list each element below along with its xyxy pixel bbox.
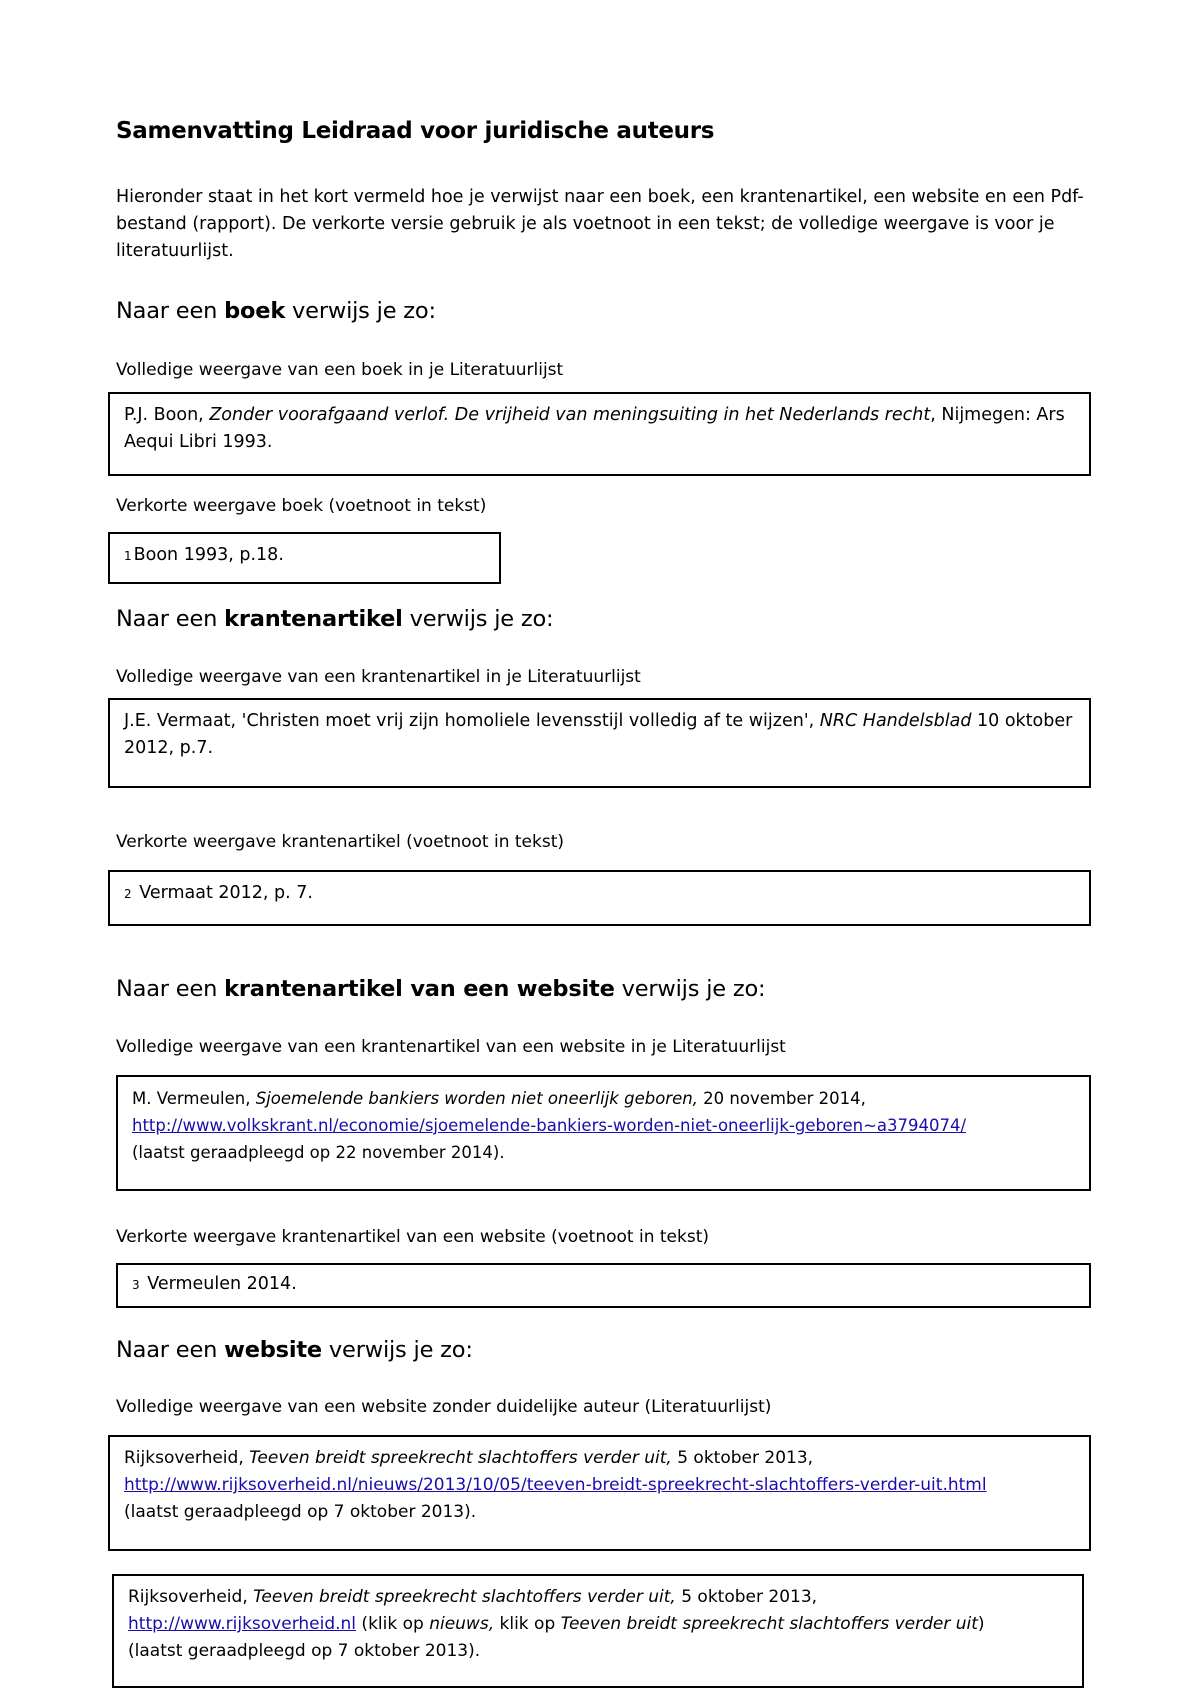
alternative-citation-box-website <box>112 1574 1084 1688</box>
heading-keyword: boek <box>224 298 286 324</box>
citation-title: Zonder voorafgaand verlof. De vrijheid van meningsuiting in het Nederlands recht <box>209 405 931 425</box>
heading-text: Naar een <box>116 606 225 632</box>
heading-text: Naar een <box>116 298 225 324</box>
citation-text: M. Vermeulen, <box>132 1089 256 1108</box>
citation-text: 5 oktober 2013, <box>671 1448 814 1468</box>
citation-title: Teeven breidt spreekrecht slachtoffers verder uit, <box>249 1448 672 1468</box>
section-heading-krantenartikel-website <box>116 976 765 1002</box>
section-heading-website <box>116 1337 473 1363</box>
citation-text: 10 oktober 2012, p.7. <box>124 711 1073 758</box>
citation-text: (laatst geraadpleegd op 22 november 2014). <box>132 1143 505 1162</box>
short-citation-box-boek <box>108 532 501 584</box>
citation-text: Rijksoverheid, <box>128 1587 254 1607</box>
short-label-boek: Verkorte weergave boek (voetnoot in tekst) <box>116 496 487 516</box>
full-citation-box-krantenartikel-website <box>116 1075 1091 1191</box>
short-label-krantenartikel: Verkorte weergave krantenartikel (voetnoot in tekst) <box>116 832 564 852</box>
heading-text: Naar een <box>116 976 225 1002</box>
section-heading-boek <box>116 298 436 324</box>
citation-text: (laatst geraadpleegd op 7 oktober 2013). <box>128 1641 481 1661</box>
citation-link[interactable]: http://www.volkskrant.nl/economie/sjoemelende-bankiers-worden-niet-oneerlijk-geboren~a3794074/ <box>132 1116 967 1135</box>
intro-paragraph: Hieronder staat in het kort vermeld hoe je verwijst naar een boek, een krantenartikel, een website en een Pdf-bestand (rapport). De verkorte versie gebruik je als voetnoot in een tekst; de volledige weergave is voor je literatuurlijst. <box>116 187 1084 261</box>
citation-text: ) <box>977 1614 985 1634</box>
heading-keyword: krantenartikel <box>224 606 403 632</box>
short-citation-box-krantenartikel <box>108 870 1091 926</box>
heading-text: verwijs je zo: <box>285 298 436 324</box>
citation-italic: nieuws, <box>429 1614 495 1634</box>
short-citation-box-krantenartikel-website <box>116 1263 1091 1308</box>
full-citation-box-boek <box>108 392 1091 476</box>
full-citation-box-website <box>108 1435 1091 1551</box>
citation-text: , Nijmegen: Ars Aequi Libri 1993. <box>124 405 1065 452</box>
heading-keyword: krantenartikel van een website <box>224 976 615 1002</box>
footnote-number: 3 <box>132 1278 140 1292</box>
citation-link[interactable]: http://www.rijksoverheid.nl/nieuws/2013/10/05/teeven-breidt-spreekrecht-slachtoffers-verder-uit.html <box>124 1475 987 1495</box>
heading-keyword: website <box>224 1337 322 1363</box>
section-heading-krantenartikel <box>116 606 553 632</box>
citation-title: Teeven breidt spreekrecht slachtoffers verder uit, <box>253 1587 676 1607</box>
full-label-website: Volledige weergave van een website zonder duidelijke auteur (Literatuurlijst) <box>116 1397 772 1417</box>
full-label-krantenartikel-website: Volledige weergave van een krantenartikel van een website in je Literatuurlijst <box>116 1037 786 1057</box>
citation-text: 5 oktober 2013, <box>675 1587 818 1607</box>
citation-text: (laatst geraadpleegd op 7 oktober 2013). <box>124 1502 477 1522</box>
citation-text: Rijksoverheid, <box>124 1448 250 1468</box>
full-label-krantenartikel: Volledige weergave van een krantenartikel in je Literatuurlijst <box>116 667 641 687</box>
citation-text: P.J. Boon, <box>124 405 210 425</box>
citation-title: Teeven breidt spreekrecht slachtoffers verder uit <box>560 1614 978 1634</box>
citation-text: Boon 1993, p.18. <box>133 545 284 565</box>
heading-text: verwijs je zo: <box>614 976 766 1002</box>
page-title: Samenvatting Leidraad voor juridische auteurs <box>116 118 715 144</box>
citation-text: 20 november 2014, <box>697 1089 866 1108</box>
footnote-number: 1 <box>124 549 132 563</box>
heading-text: verwijs je zo: <box>402 606 554 632</box>
short-label-krantenartikel-website: Verkorte weergave krantenartikel van een website (voetnoot in tekst) <box>116 1227 710 1247</box>
footnote-number: 2 <box>124 887 132 901</box>
citation-text: Vermeulen 2014. <box>141 1274 297 1294</box>
heading-text: Naar een <box>116 1337 225 1363</box>
citation-text: Vermaat 2012, p. 7. <box>133 883 313 903</box>
citation-text: (klik op <box>356 1614 430 1634</box>
citation-link[interactable]: http://www.rijksoverheid.nl <box>128 1614 357 1634</box>
full-label-boek: Volledige weergave van een boek in je Literatuurlijst <box>116 360 564 380</box>
citation-text: J.E. Vermaat, 'Christen moet vrij zijn homoliele levensstijl volledig af te wijzen', <box>124 711 820 731</box>
full-citation-box-krantenartikel <box>108 698 1091 788</box>
citation-title: Sjoemelende bankiers worden niet oneerlijk geboren, <box>255 1089 698 1108</box>
citation-title: NRC Handelsblad <box>819 711 972 731</box>
citation-text: klik op <box>494 1614 561 1634</box>
heading-text: verwijs je zo: <box>321 1337 473 1363</box>
